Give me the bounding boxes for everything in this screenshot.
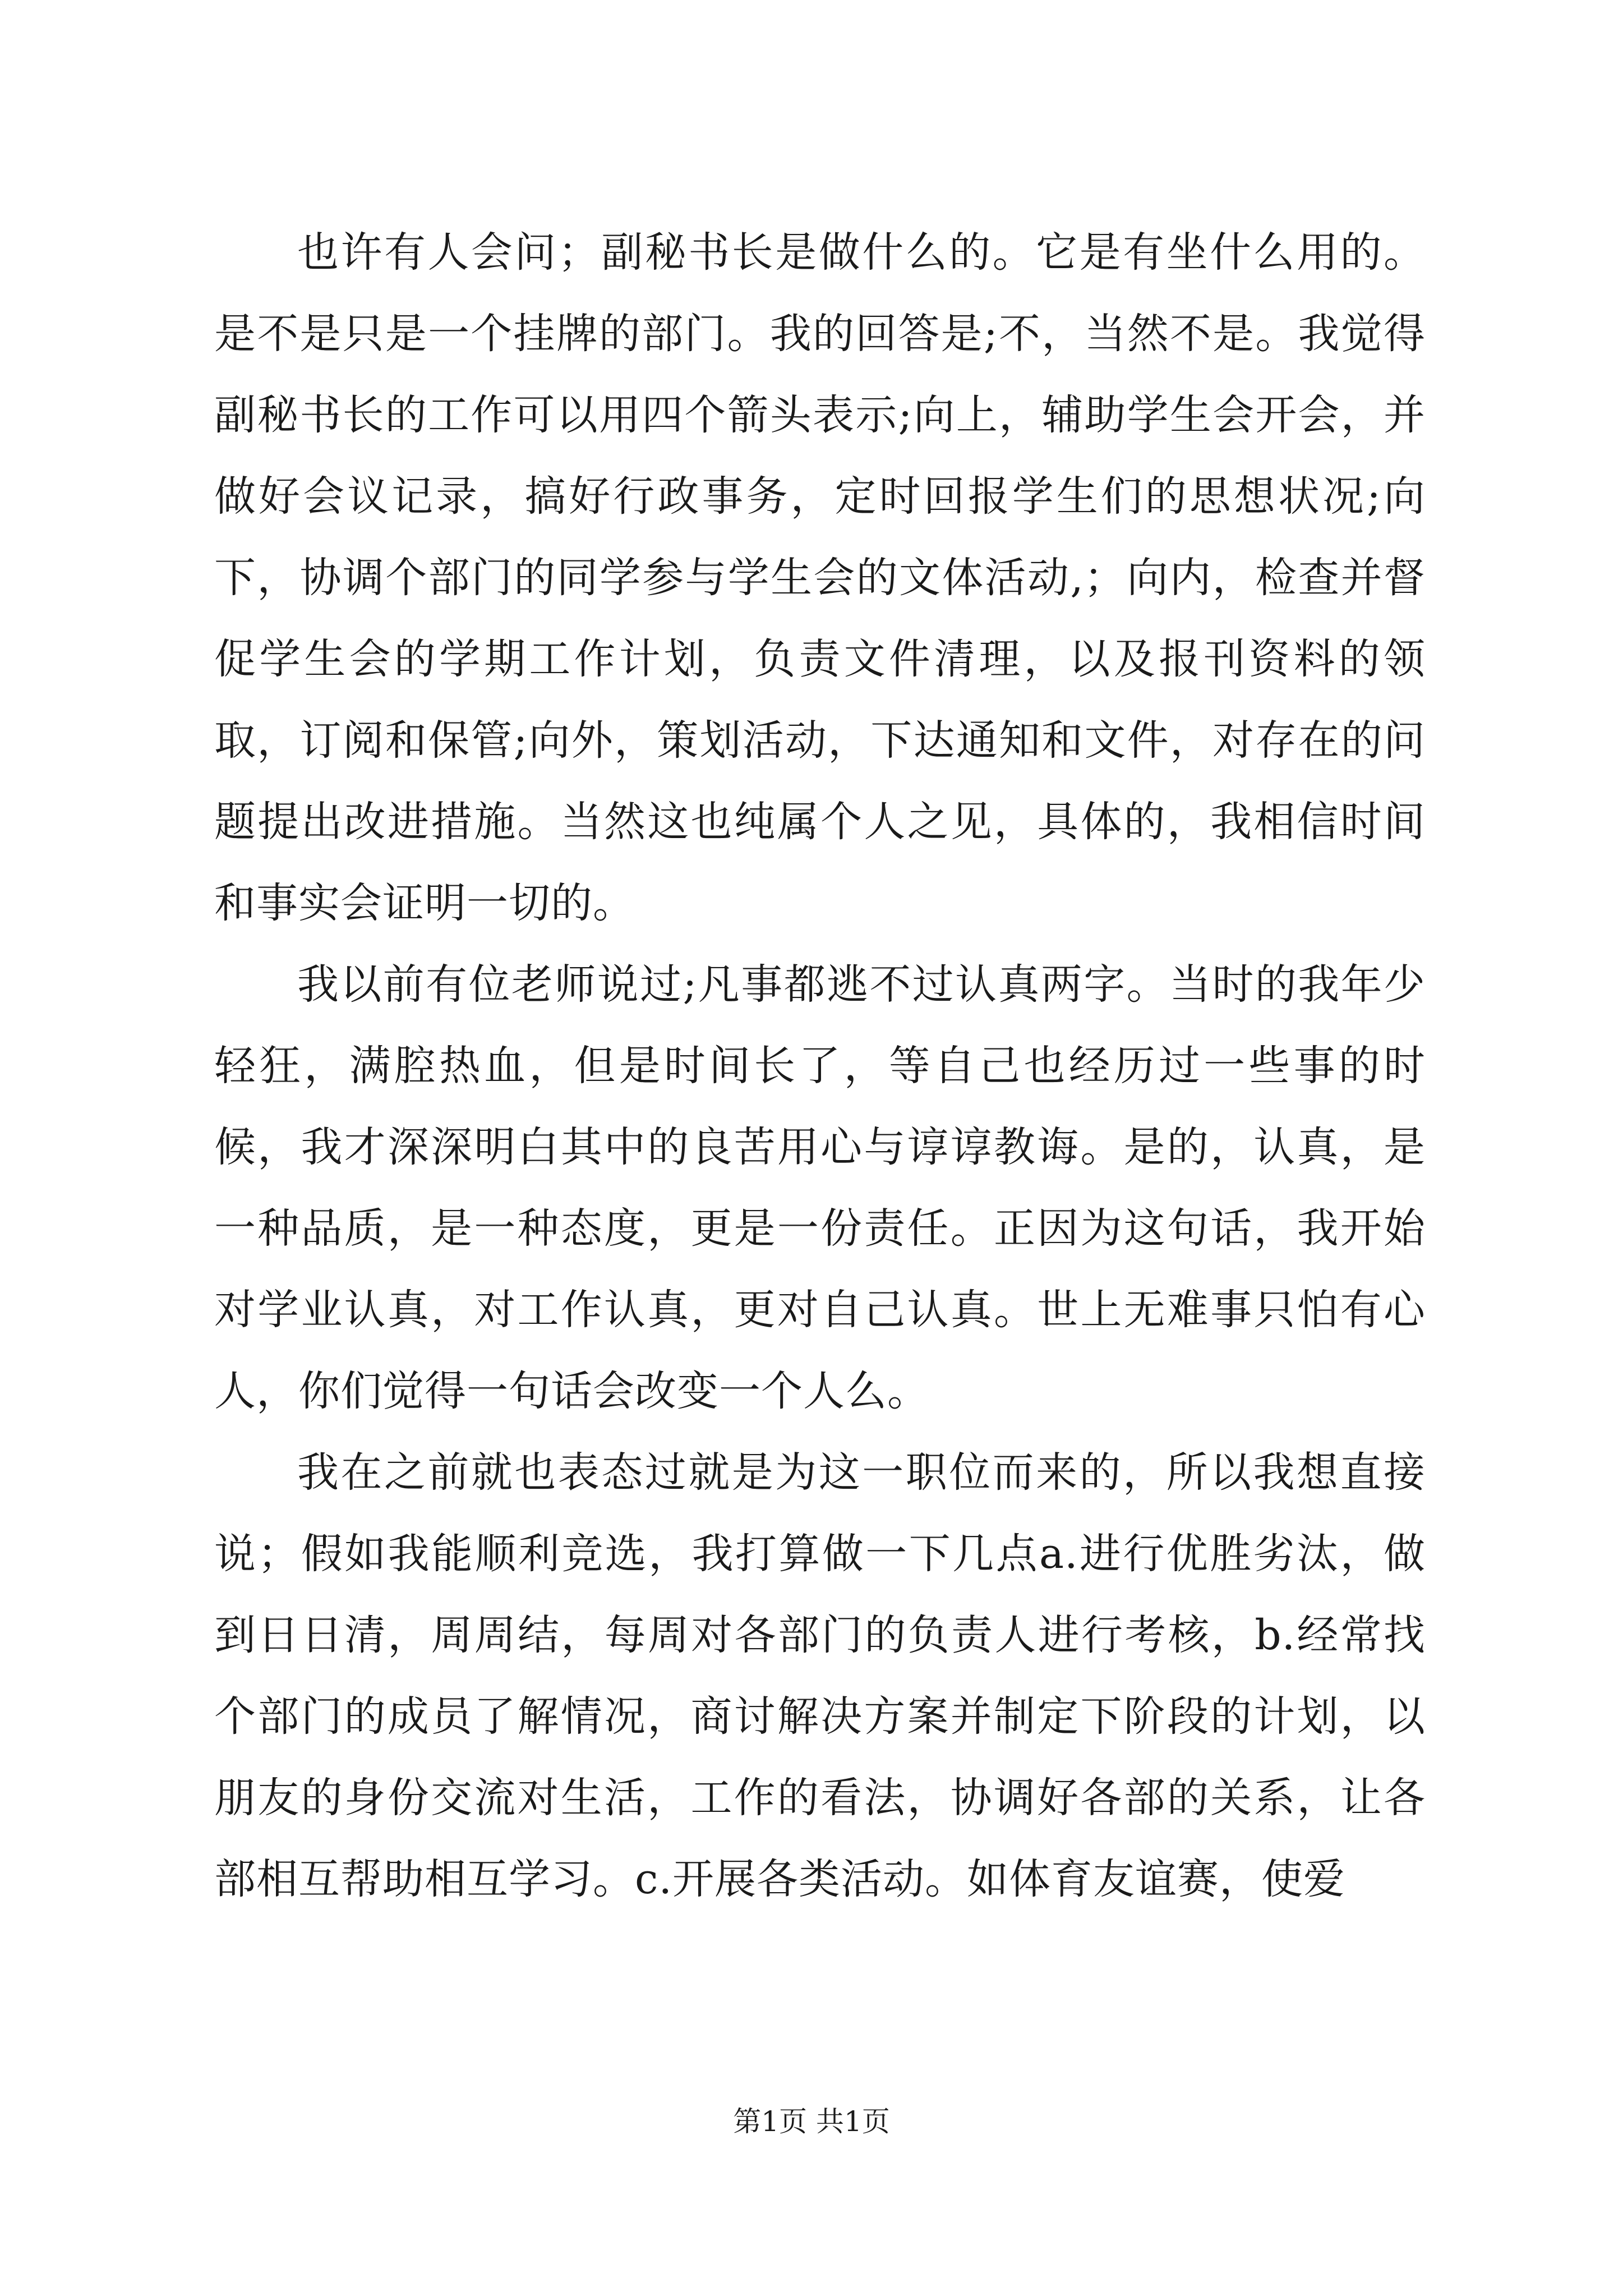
document-body (214, 212, 1426, 1920)
paragraph-1: 也许有人会问；副秘书长是做什么的。它是有坐什么用的。是不是只是一个挂牌的部门。我的回答是;不，当然不是。我觉得副秘书长的工作可以用四个箭头表示;向上，辅助学生会开会，并做好会议记录，搞好行政事务，定时回报学生们的思想状况;向下，协调个部门的同学参与学生会的文体活动,；向内，检查并督促学生会的学期工作计划，负责文件清理，以及报刊资料的领取，订阅和保管;向外，策划活动，下达通知和文件，对存在的问题提出改进措施。当然这也纯属个人之见，具体的，我相信时间和事实会证明一切的。 (214, 228, 1426, 927)
paragraph-2: 我以前有位老师说过;凡事都逃不过认真两字。当时的我年少轻狂，满腔热血，但是时间长了，等自己也经历过一些事的时候，我才深深明白其中的良苦用心与谆谆教诲。是的，认真，是一种品质，是一种态度，更是一份责任。正因为这句话，我开始对学业认真，对工作认真，更对自己认真。世上无难事只怕有心人，你们觉得一句话会改变一个人么。 (214, 960, 1426, 1415)
paragraph-3: 我在之前就也表态过就是为这一职位而来的，所以我想直接说；假如我能顺利竞选，我打算做一下几点a.进行优胜劣汰，做到日日清，周周结，每周对各部门的负责人进行考核，b.经常找个部门的成员了解情况，商讨解决方案并制定下阶段的计划，以朋友的身份交流对生活，工作的看法，协调好各部的关系，让各部相互帮助相互学习。c.开展各类活动。如体育友谊赛，使爱 (214, 1448, 1426, 1903)
page-footer: 第1页 共1页 (733, 2105, 890, 2138)
